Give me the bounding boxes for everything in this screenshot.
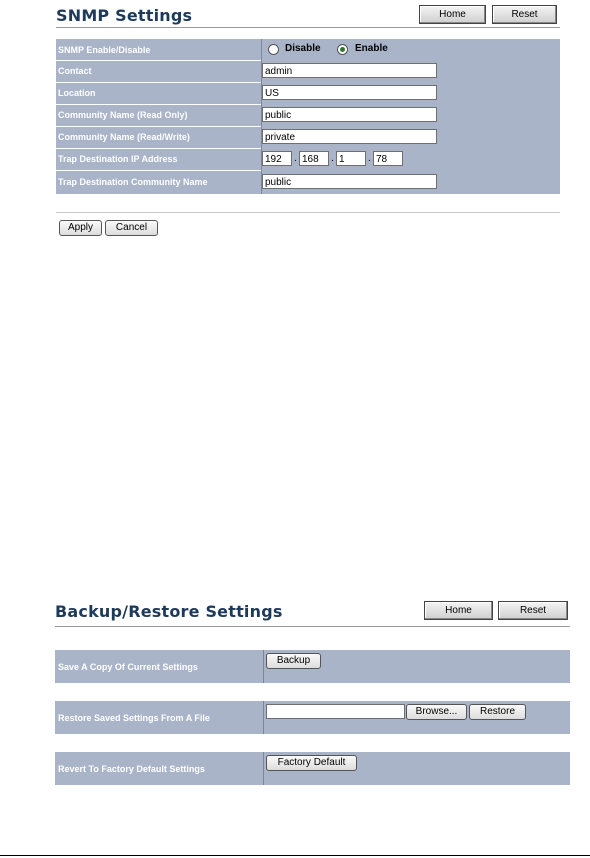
community-read-write-value (261, 126, 560, 148)
snmp-enable-value (261, 39, 560, 60)
backup-reset-button[interactable]: Reset (498, 601, 568, 620)
community-read-write-input[interactable]: private (262, 129, 437, 144)
snmp-reset-button[interactable]: Reset (492, 5, 557, 24)
restore-settings-value (263, 701, 570, 734)
community-read-only-input[interactable]: public (262, 107, 437, 122)
trap-ip-octet-1[interactable]: 192 (262, 151, 292, 166)
backup-button[interactable]: Backup (266, 653, 321, 669)
restore-settings-label: Restore Saved Settings From A File (58, 713, 210, 723)
trap-ip-octet-2[interactable]: 168 (299, 151, 329, 166)
location-label: Location (58, 88, 96, 98)
apply-button[interactable]: Apply (59, 220, 102, 236)
contact-label: Contact (58, 66, 92, 76)
ip-separator: . (294, 153, 297, 164)
snmp-enable-row (56, 39, 560, 61)
trap-ip-row (56, 148, 560, 171)
save-settings-value (263, 650, 570, 683)
contact-value (261, 60, 560, 82)
contact-row (56, 60, 560, 83)
trap-ip-octet-3[interactable]: 1 (336, 151, 366, 166)
trap-ip-value (261, 148, 560, 170)
page-footer-divider (0, 855, 590, 856)
backup-row-factory (55, 752, 570, 785)
location-value (261, 82, 560, 104)
snmp-disable-radio[interactable] (268, 44, 279, 55)
backup-home-button[interactable]: Home (424, 601, 493, 620)
community-read-only-row (56, 104, 560, 127)
snmp-home-button[interactable]: Home (419, 5, 486, 24)
backup-title-divider (55, 626, 570, 627)
factory-default-label: Revert To Factory Default Settings (58, 764, 205, 774)
community-read-only-value (261, 104, 560, 126)
ip-separator: . (331, 153, 334, 164)
backup-row-restore (55, 701, 570, 734)
trap-community-input[interactable]: public (262, 174, 437, 189)
restore-button[interactable]: Restore (469, 704, 526, 720)
trap-ip-label: Trap Destination IP Address (58, 154, 178, 164)
snmp-page-title: SNMP Settings (56, 6, 193, 25)
restore-file-input[interactable] (266, 704, 405, 719)
browse-button[interactable]: Browse... (406, 704, 467, 720)
trap-ip-octet-4[interactable]: 78 (373, 151, 403, 166)
community-read-write-row (56, 126, 560, 149)
snmp-disable-label: Disable (285, 43, 321, 54)
ip-separator: . (368, 153, 371, 164)
location-row (56, 82, 560, 105)
cancel-button[interactable]: Cancel (105, 220, 158, 236)
snmp-enable-radio[interactable] (337, 44, 348, 55)
community-read-write-label: Community Name (Read/Write) (58, 132, 190, 142)
snmp-bottom-divider (56, 212, 560, 213)
factory-default-value (263, 752, 570, 785)
backup-row-save (55, 650, 570, 683)
location-input[interactable]: US (262, 85, 437, 100)
snmp-enable-label: SNMP Enable/Disable (58, 44, 151, 55)
snmp-title-divider (56, 27, 560, 28)
trap-community-value (261, 170, 560, 194)
community-read-only-label: Community Name (Read Only) (58, 110, 188, 120)
contact-input[interactable]: admin (262, 63, 437, 78)
snmp-enable-radio-label: Enable (355, 43, 388, 54)
trap-community-label: Trap Destination Community Name (58, 177, 208, 187)
factory-default-button[interactable]: Factory Default (266, 755, 357, 771)
backup-page-title: Backup/Restore Settings (55, 602, 283, 621)
trap-community-row (56, 170, 560, 194)
save-settings-label: Save A Copy Of Current Settings (58, 662, 198, 672)
radio-selected-dot (340, 47, 345, 52)
snmp-settings-table (56, 39, 560, 194)
